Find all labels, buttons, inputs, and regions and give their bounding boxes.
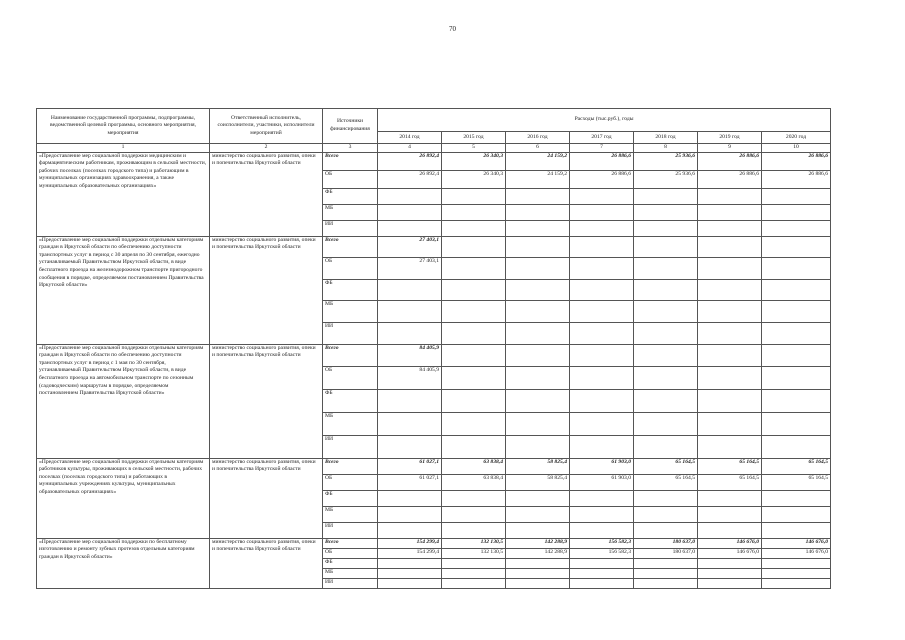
funding-source: ИИ: [323, 220, 378, 236]
empty-cell: [698, 506, 762, 522]
ob-value: 65 164,5: [634, 474, 698, 490]
empty-cell: [506, 204, 570, 220]
empty-cell: [442, 279, 506, 300]
funding-source: ФБ: [323, 188, 378, 204]
total-value: 61 027,1: [378, 458, 442, 474]
empty-cell: [506, 568, 570, 578]
empty-cell: [506, 279, 570, 300]
empty-cell: [570, 300, 634, 322]
funding-source: ОБ: [323, 170, 378, 188]
empty-cell: [698, 279, 762, 300]
empty-cell: [698, 435, 762, 458]
funding-source: ФБ: [323, 490, 378, 506]
empty-cell: [762, 435, 831, 458]
ob-value: 24 159,2: [506, 170, 570, 188]
total-value: [698, 236, 762, 257]
empty-cell: [570, 578, 634, 588]
ob-value: 26 886,6: [570, 170, 634, 188]
col-number: 6: [506, 144, 570, 153]
empty-cell: [570, 435, 634, 458]
empty-cell: [442, 322, 506, 344]
empty-cell: [378, 578, 442, 588]
ob-value: 26 340,3: [442, 170, 506, 188]
total-value: 146 676,0: [762, 538, 831, 548]
empty-cell: [634, 522, 698, 538]
total-value: 25 936,6: [634, 152, 698, 170]
measure-name: «Предоставление мер социальной поддержки отдельным категориям граждан в Иркутской области по обеспечению доступности транспортных услуг в период с 1 мая по 30 сентября, устанавливаемый Правительством Иркутской области, в виде бесплатного проезда на автомобильном транспорте по сезонным (садоводческим) маршрутам в порядке, определяемом постановлением Правительства Иркутской области»: [37, 344, 210, 458]
total-value: [442, 236, 506, 257]
ob-value: 27 403,1: [378, 257, 442, 279]
empty-cell: [570, 506, 634, 522]
empty-cell: [570, 389, 634, 412]
funding-source: Всего: [323, 344, 378, 366]
ob-value: [698, 366, 762, 389]
funding-source: МБ: [323, 412, 378, 435]
table-row: [37, 458, 831, 474]
empty-cell: [442, 490, 506, 506]
ob-value: [506, 366, 570, 389]
empty-cell: [378, 558, 442, 568]
empty-cell: [442, 506, 506, 522]
total-value: 65 164,5: [698, 458, 762, 474]
total-value: [442, 344, 506, 366]
total-value: 84 405,9: [378, 344, 442, 366]
year-header: 2016 год: [506, 132, 570, 144]
ob-value: 26 886,6: [698, 170, 762, 188]
empty-cell: [634, 558, 698, 568]
empty-cell: [634, 220, 698, 236]
empty-cell: [762, 389, 831, 412]
empty-cell: [442, 522, 506, 538]
ob-value: 146 676,0: [698, 548, 762, 558]
empty-cell: [762, 412, 831, 435]
empty-cell: [506, 558, 570, 568]
empty-cell: [698, 558, 762, 568]
total-value: 63 838,4: [442, 458, 506, 474]
empty-cell: [762, 204, 831, 220]
funding-source: ИИ: [323, 322, 378, 344]
funding-source: ОБ: [323, 366, 378, 389]
empty-cell: [506, 506, 570, 522]
funding-source: ФБ: [323, 279, 378, 300]
empty-cell: [570, 220, 634, 236]
empty-cell: [442, 568, 506, 578]
empty-cell: [442, 188, 506, 204]
empty-cell: [698, 220, 762, 236]
executor: министерство социального развития, опеки и попечительства Иркутской области: [210, 236, 323, 344]
total-value: [506, 344, 570, 366]
ob-value: [442, 257, 506, 279]
ob-value: [506, 257, 570, 279]
empty-cell: [506, 522, 570, 538]
total-value: [698, 344, 762, 366]
col-number: 7: [570, 144, 634, 153]
empty-cell: [762, 220, 831, 236]
col-number: 4: [378, 144, 442, 153]
total-value: 156 582,3: [570, 538, 634, 548]
table-row: [37, 538, 831, 548]
funding-source: Всего: [323, 236, 378, 257]
total-value: 26 886,6: [762, 152, 831, 170]
total-value: 26 892,4: [378, 152, 442, 170]
empty-cell: [698, 490, 762, 506]
empty-cell: [762, 300, 831, 322]
executor: министерство социального развития, опеки и попечительства Иркутской области: [210, 344, 323, 458]
executor: министерство социального развития, опеки и попечительства Иркутской области: [210, 538, 323, 588]
col-number: 1: [37, 144, 210, 153]
table-row: [37, 152, 831, 170]
ob-value: 26 892,4: [378, 170, 442, 188]
empty-cell: [762, 322, 831, 344]
empty-cell: [506, 322, 570, 344]
measure-name: «Предоставление мер социальной поддержки по бесплатному изготовлению и ремонту зубных протезов отдельным категориям граждан в Иркутской области»: [37, 538, 210, 588]
empty-cell: [570, 279, 634, 300]
empty-cell: [570, 558, 634, 568]
ob-value: 65 164,5: [698, 474, 762, 490]
total-value: 61 903,0: [570, 458, 634, 474]
ob-value: 63 838,4: [442, 474, 506, 490]
ob-value: [442, 366, 506, 389]
total-value: 132 130,5: [442, 538, 506, 548]
empty-cell: [378, 568, 442, 578]
funding-source: ФБ: [323, 558, 378, 568]
total-value: 142 288,9: [506, 538, 570, 548]
total-value: 26 340,3: [442, 152, 506, 170]
empty-cell: [442, 389, 506, 412]
empty-cell: [570, 522, 634, 538]
funding-source: ИИ: [323, 435, 378, 458]
col-number: 8: [634, 144, 698, 153]
empty-cell: [762, 506, 831, 522]
empty-cell: [442, 435, 506, 458]
empty-cell: [378, 279, 442, 300]
header-source: Источники финансирования: [323, 109, 378, 144]
funding-source: ОБ: [323, 257, 378, 279]
header-expenses: Расходы (тыс.руб.), годы: [378, 109, 831, 132]
empty-cell: [378, 506, 442, 522]
empty-cell: [762, 279, 831, 300]
funding-source: МБ: [323, 506, 378, 522]
empty-cell: [762, 578, 831, 588]
total-value: 146 676,0: [698, 538, 762, 548]
empty-cell: [506, 300, 570, 322]
empty-cell: [506, 490, 570, 506]
empty-cell: [634, 300, 698, 322]
ob-value: [634, 366, 698, 389]
empty-cell: [698, 188, 762, 204]
empty-cell: [506, 435, 570, 458]
total-value: 65 164,5: [762, 458, 831, 474]
empty-cell: [634, 506, 698, 522]
empty-cell: [698, 322, 762, 344]
funding-source: ФБ: [323, 389, 378, 412]
ob-value: 61 027,1: [378, 474, 442, 490]
empty-cell: [378, 412, 442, 435]
table-body: [37, 152, 831, 588]
measure-name: «Предоставление мер социальной поддержки отдельным категориям граждан в Иркутской области по обеспечению доступности транспортных услуг в период с 30 апреля по 30 сентября, ежегодно устанавливаемый Правительством Иркутской области, в виде бесплатного проезда на железнодорожном транспорте пригородного сообщения в порядке, определяемом постановлением Правительства Иркутской области»: [37, 236, 210, 344]
measure-name: «Предоставление мер социальной поддержки отдельным категориям работников культуры, проживающих в сельской местности, рабочих поселках (поселках городского типа) и работающих в муниципальных учреждениях культуры, муниципальных образовательных организациях»: [37, 458, 210, 538]
empty-cell: [378, 322, 442, 344]
empty-cell: [698, 568, 762, 578]
total-value: 58 825,4: [506, 458, 570, 474]
empty-cell: [506, 188, 570, 204]
ob-value: 26 886,6: [762, 170, 831, 188]
empty-cell: [762, 490, 831, 506]
ob-value: 156 582,3: [570, 548, 634, 558]
empty-cell: [762, 558, 831, 568]
ob-value: 58 825,4: [506, 474, 570, 490]
total-value: 154 299,4: [378, 538, 442, 548]
empty-cell: [442, 578, 506, 588]
ob-value: [570, 366, 634, 389]
col-number: 10: [762, 144, 831, 153]
empty-cell: [698, 204, 762, 220]
ob-value: [634, 257, 698, 279]
ob-value: [762, 257, 831, 279]
ob-value: [762, 366, 831, 389]
col-number: 9: [698, 144, 762, 153]
empty-cell: [570, 490, 634, 506]
ob-value: [698, 257, 762, 279]
executor: министерство социального развития, опеки и попечительства Иркутской области: [210, 152, 323, 236]
ob-value: 132 130,5: [442, 548, 506, 558]
year-header: 2019 год: [698, 132, 762, 144]
measure-name: «Предоставление мер социальной поддержки медицинским и фармацевтическим работникам, проживающим в сельской местности, рабочих поселках (поселках городского типа) и работающим в муниципальных организациях здравоохранения, а также муниципальных образовательных организациях»: [37, 152, 210, 236]
empty-cell: [442, 300, 506, 322]
funding-source: МБ: [323, 568, 378, 578]
empty-cell: [506, 220, 570, 236]
funding-source: Всего: [323, 538, 378, 548]
empty-cell: [634, 578, 698, 588]
year-header: 2014 год: [378, 132, 442, 144]
executor: министерство социального развития, опеки и попечительства Иркутской области: [210, 458, 323, 538]
empty-cell: [634, 204, 698, 220]
table-row: [37, 344, 831, 366]
total-value: 26 886,6: [570, 152, 634, 170]
empty-cell: [378, 204, 442, 220]
empty-cell: [506, 412, 570, 435]
total-value: 180 637,0: [634, 538, 698, 548]
empty-cell: [698, 389, 762, 412]
empty-cell: [570, 204, 634, 220]
ob-value: 61 903,0: [570, 474, 634, 490]
header-executor: Ответственный исполнитель, соисполнители, участники, исполнители мероприятий: [210, 109, 323, 144]
total-value: [634, 344, 698, 366]
empty-cell: [762, 522, 831, 538]
empty-cell: [698, 578, 762, 588]
total-value: [506, 236, 570, 257]
ob-value: 142 288,9: [506, 548, 570, 558]
header-name: Наименование государственной программы, подпрограммы, ведомственной целевой программы, основного мероприятия, мероприятия: [37, 109, 210, 144]
table-row: [37, 236, 831, 257]
funding-source: ОБ: [323, 548, 378, 558]
empty-cell: [762, 188, 831, 204]
year-header: 2020 год: [762, 132, 831, 144]
empty-cell: [506, 389, 570, 412]
empty-cell: [442, 558, 506, 568]
ob-value: [570, 257, 634, 279]
empty-cell: [634, 568, 698, 578]
empty-cell: [634, 435, 698, 458]
total-value: 24 159,2: [506, 152, 570, 170]
total-value: 27 403,1: [378, 236, 442, 257]
total-value: [570, 344, 634, 366]
empty-cell: [634, 279, 698, 300]
empty-cell: [506, 578, 570, 588]
funding-source: ИИ: [323, 578, 378, 588]
year-header: 2015 год: [442, 132, 506, 144]
empty-cell: [442, 220, 506, 236]
year-header: 2018 год: [634, 132, 698, 144]
funding-source: МБ: [323, 204, 378, 220]
total-value: [762, 236, 831, 257]
funding-source: ОБ: [323, 474, 378, 490]
empty-cell: [634, 412, 698, 435]
empty-cell: [698, 522, 762, 538]
total-value: [634, 236, 698, 257]
col-number: 2: [210, 144, 323, 153]
page-number: 70: [449, 25, 456, 33]
year-header: 2017 год: [570, 132, 634, 144]
empty-cell: [442, 412, 506, 435]
empty-cell: [378, 490, 442, 506]
total-value: [762, 344, 831, 366]
funding-source: ИИ: [323, 522, 378, 538]
empty-cell: [634, 188, 698, 204]
ob-value: 180 637,0: [634, 548, 698, 558]
empty-cell: [762, 568, 831, 578]
empty-cell: [570, 412, 634, 435]
ob-value: 146 676,0: [762, 548, 831, 558]
total-value: [570, 236, 634, 257]
budget-table: [36, 108, 831, 589]
funding-source: МБ: [323, 300, 378, 322]
total-value: 65 164,5: [634, 458, 698, 474]
funding-source: Всего: [323, 458, 378, 474]
empty-cell: [634, 490, 698, 506]
empty-cell: [378, 188, 442, 204]
col-number: 3: [323, 144, 378, 153]
empty-cell: [570, 188, 634, 204]
ob-value: 25 936,6: [634, 170, 698, 188]
empty-cell: [570, 568, 634, 578]
col-number: 5: [442, 144, 506, 153]
empty-cell: [378, 522, 442, 538]
empty-cell: [378, 220, 442, 236]
ob-value: 154 299,4: [378, 548, 442, 558]
empty-cell: [698, 412, 762, 435]
total-value: 26 886,6: [698, 152, 762, 170]
ob-value: 84 405,9: [378, 366, 442, 389]
empty-cell: [634, 389, 698, 412]
empty-cell: [442, 204, 506, 220]
empty-cell: [378, 300, 442, 322]
funding-source: Всего: [323, 152, 378, 170]
ob-value: 65 164,5: [762, 474, 831, 490]
empty-cell: [378, 435, 442, 458]
empty-cell: [570, 322, 634, 344]
empty-cell: [378, 389, 442, 412]
empty-cell: [698, 300, 762, 322]
empty-cell: [634, 322, 698, 344]
